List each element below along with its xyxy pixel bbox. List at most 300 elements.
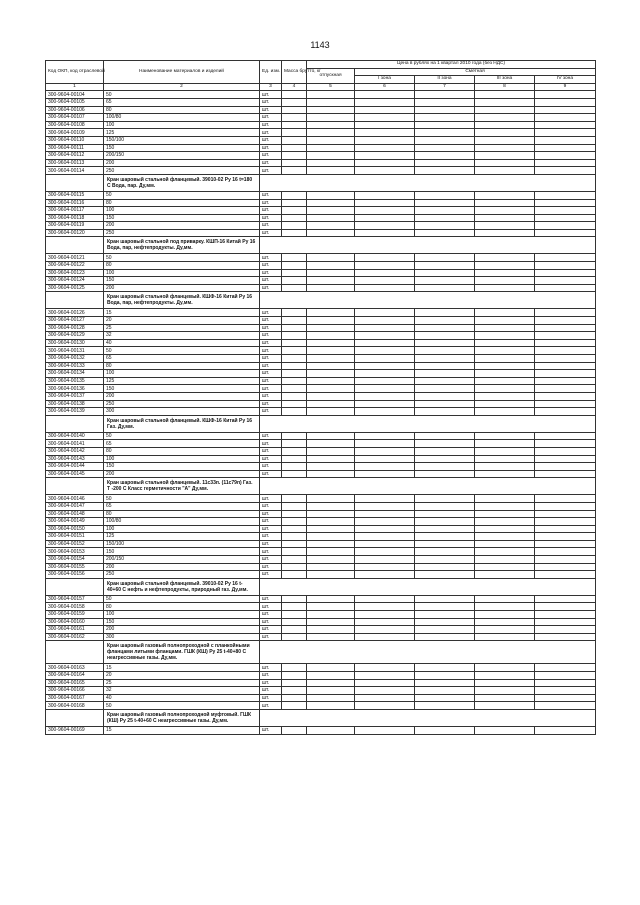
cell-price xyxy=(535,309,596,317)
cell-code: 300-9604-00111 xyxy=(46,144,104,152)
cell-price xyxy=(475,214,535,222)
cell-price xyxy=(535,167,596,175)
cell-price xyxy=(307,400,355,408)
cell-price xyxy=(535,324,596,332)
cell-price xyxy=(355,408,415,416)
cell-mass xyxy=(282,470,307,478)
group-spacer xyxy=(46,174,104,191)
table-row xyxy=(46,152,596,160)
table-row xyxy=(46,317,596,325)
cell-code: 300-9604-00125 xyxy=(46,284,104,292)
cell-code: 300-9604-00161 xyxy=(46,626,104,634)
cell-unit: шт. xyxy=(260,284,282,292)
cell-price xyxy=(535,121,596,129)
cell-code: 300-9604-00121 xyxy=(46,254,104,262)
cell-price xyxy=(355,702,415,710)
cell-name: 100/80 xyxy=(104,518,260,526)
cell-price xyxy=(355,332,415,340)
cell-price xyxy=(355,370,415,378)
cell-price xyxy=(535,284,596,292)
cell-price xyxy=(475,679,535,687)
group-spacer xyxy=(260,709,596,726)
cell-price xyxy=(535,726,596,734)
col-number: 4 xyxy=(282,83,307,91)
cell-code: 300-9604-00135 xyxy=(46,377,104,385)
cell-price xyxy=(535,595,596,603)
cell-name: 200 xyxy=(104,626,260,634)
cell-price xyxy=(535,339,596,347)
cell-name: 250 xyxy=(104,167,260,175)
cell-name: 50 xyxy=(104,347,260,355)
table-row xyxy=(46,207,596,215)
cell-mass xyxy=(282,106,307,114)
cell-mass xyxy=(282,400,307,408)
cell-mass xyxy=(282,199,307,207)
cell-price xyxy=(415,317,475,325)
cell-price xyxy=(535,603,596,611)
cell-price xyxy=(415,633,475,641)
cell-price xyxy=(475,611,535,619)
cell-price xyxy=(535,618,596,626)
cell-price xyxy=(535,332,596,340)
cell-price xyxy=(475,91,535,99)
cell-unit: шт. xyxy=(260,595,282,603)
group-spacer xyxy=(260,292,596,309)
cell-name: 20 xyxy=(104,317,260,325)
cell-price xyxy=(475,317,535,325)
cell-mass xyxy=(282,91,307,99)
cell-price xyxy=(415,370,475,378)
cell-name: 100 xyxy=(104,370,260,378)
cell-price xyxy=(415,167,475,175)
table-row xyxy=(46,98,596,106)
cell-mass xyxy=(282,362,307,370)
price-table xyxy=(45,60,596,735)
cell-unit: шт. xyxy=(260,470,282,478)
table-row xyxy=(46,611,596,619)
cell-unit: шт. xyxy=(260,611,282,619)
cell-price xyxy=(307,207,355,215)
cell-unit: шт. xyxy=(260,525,282,533)
cell-price xyxy=(307,222,355,230)
cell-price xyxy=(355,571,415,579)
cell-mass xyxy=(282,440,307,448)
cell-price xyxy=(415,392,475,400)
cell-price xyxy=(475,672,535,680)
cell-name: 150 xyxy=(104,277,260,285)
cell-price xyxy=(415,455,475,463)
cell-code: 300-9604-00157 xyxy=(46,595,104,603)
cell-unit: шт. xyxy=(260,159,282,167)
table-row xyxy=(46,470,596,478)
cell-unit: шт. xyxy=(260,672,282,680)
table-row xyxy=(46,687,596,695)
cell-mass xyxy=(282,571,307,579)
group-title: Кран шаровый газовый полнопроходной муфтовый. ГШК (КШ) Ру 25 t-40+60 С неагрессивные газы. Ду,мм. xyxy=(104,709,260,726)
cell-price xyxy=(355,269,415,277)
cell-price xyxy=(307,347,355,355)
cell-name: 200 xyxy=(104,392,260,400)
cell-unit: шт. xyxy=(260,664,282,672)
cell-name: 250 xyxy=(104,400,260,408)
table-row xyxy=(46,339,596,347)
cell-unit: шт. xyxy=(260,440,282,448)
cell-price xyxy=(355,455,415,463)
cell-price xyxy=(307,618,355,626)
cell-price xyxy=(535,470,596,478)
cell-mass xyxy=(282,159,307,167)
group-header-row xyxy=(46,709,596,726)
cell-mass xyxy=(282,339,307,347)
cell-price xyxy=(355,106,415,114)
cell-mass xyxy=(282,207,307,215)
cell-price xyxy=(535,400,596,408)
table-row xyxy=(46,556,596,564)
cell-code: 300-9604-00148 xyxy=(46,510,104,518)
table-row xyxy=(46,370,596,378)
cell-price xyxy=(475,510,535,518)
cell-mass xyxy=(282,687,307,695)
cell-mass xyxy=(282,121,307,129)
table-row xyxy=(46,309,596,317)
cell-price xyxy=(475,355,535,363)
cell-price xyxy=(355,229,415,237)
cell-mass xyxy=(282,626,307,634)
group-spacer xyxy=(260,415,596,432)
cell-name: 200/150 xyxy=(104,556,260,564)
table-row xyxy=(46,229,596,237)
cell-price xyxy=(535,317,596,325)
cell-unit: шт. xyxy=(260,571,282,579)
cell-price xyxy=(307,548,355,556)
table-row xyxy=(46,540,596,548)
cell-mass xyxy=(282,324,307,332)
table-row xyxy=(46,571,596,579)
cell-unit: шт. xyxy=(260,136,282,144)
cell-price xyxy=(307,167,355,175)
group-header-row xyxy=(46,641,596,664)
group-spacer xyxy=(46,578,104,595)
table-row xyxy=(46,284,596,292)
cell-code: 300-9604-00109 xyxy=(46,129,104,137)
cell-price xyxy=(355,510,415,518)
cell-mass xyxy=(282,377,307,385)
cell-name: 65 xyxy=(104,98,260,106)
cell-code: 300-9604-00166 xyxy=(46,687,104,695)
cell-price xyxy=(475,392,535,400)
cell-mass xyxy=(282,618,307,626)
cell-mass xyxy=(282,269,307,277)
cell-price xyxy=(307,533,355,541)
cell-price xyxy=(535,540,596,548)
cell-code: 300-9604-00143 xyxy=(46,455,104,463)
cell-unit: шт. xyxy=(260,199,282,207)
cell-name: 100 xyxy=(104,121,260,129)
cell-code: 300-9604-00113 xyxy=(46,159,104,167)
cell-price xyxy=(535,518,596,526)
table-row xyxy=(46,672,596,680)
cell-code: 300-9604-00160 xyxy=(46,618,104,626)
cell-price xyxy=(475,447,535,455)
cell-price xyxy=(475,191,535,199)
cell-price xyxy=(355,432,415,440)
cell-price xyxy=(307,159,355,167)
cell-price xyxy=(307,277,355,285)
cell-mass xyxy=(282,129,307,137)
cell-price xyxy=(415,694,475,702)
table-row xyxy=(46,332,596,340)
cell-code: 300-9604-00141 xyxy=(46,440,104,448)
cell-unit: шт. xyxy=(260,370,282,378)
cell-code: 300-9604-00152 xyxy=(46,540,104,548)
cell-mass xyxy=(282,385,307,393)
header-zone-4: IV зона xyxy=(535,76,596,84)
cell-price xyxy=(355,136,415,144)
cell-mass xyxy=(282,98,307,106)
cell-price xyxy=(535,355,596,363)
cell-unit: шт. xyxy=(260,309,282,317)
cell-name: 100 xyxy=(104,207,260,215)
table-row xyxy=(46,167,596,175)
cell-price xyxy=(307,633,355,641)
cell-price xyxy=(415,114,475,122)
cell-price xyxy=(535,495,596,503)
cell-price xyxy=(355,191,415,199)
cell-code: 300-9604-00167 xyxy=(46,694,104,702)
cell-code: 300-9604-00163 xyxy=(46,664,104,672)
cell-price xyxy=(415,324,475,332)
cell-price xyxy=(415,254,475,262)
header-unit: Ед. изм. xyxy=(260,61,282,84)
cell-price xyxy=(307,317,355,325)
cell-mass xyxy=(282,694,307,702)
cell-price xyxy=(355,91,415,99)
cell-price xyxy=(535,563,596,571)
group-spacer xyxy=(260,478,596,495)
cell-price xyxy=(475,284,535,292)
group-spacer xyxy=(260,641,596,664)
cell-price xyxy=(307,309,355,317)
cell-price xyxy=(355,254,415,262)
cell-price xyxy=(415,191,475,199)
cell-price xyxy=(307,392,355,400)
cell-price xyxy=(475,694,535,702)
cell-code: 300-9604-00106 xyxy=(46,106,104,114)
cell-price xyxy=(415,284,475,292)
cell-code: 300-9604-00137 xyxy=(46,392,104,400)
cell-price xyxy=(475,332,535,340)
cell-price xyxy=(355,207,415,215)
cell-price xyxy=(415,548,475,556)
cell-code: 300-9604-00116 xyxy=(46,199,104,207)
cell-price xyxy=(355,98,415,106)
group-title: Кран шаровый стальной фланцевый. КШФ-16 Китай Ру 16 Вода, пар, нефтепродукты. Ду,мм. xyxy=(104,292,260,309)
cell-price xyxy=(355,672,415,680)
group-spacer xyxy=(46,709,104,726)
cell-name: 15 xyxy=(104,664,260,672)
table-row xyxy=(46,702,596,710)
cell-price xyxy=(535,687,596,695)
table-row xyxy=(46,455,596,463)
cell-price xyxy=(355,377,415,385)
cell-price xyxy=(475,262,535,270)
cell-price xyxy=(307,525,355,533)
cell-price xyxy=(307,191,355,199)
cell-unit: шт. xyxy=(260,144,282,152)
cell-mass xyxy=(282,556,307,564)
group-title: Кран шаровый газовый полнопроходной с планкойными фланцами литыми фланцами. ГШК (КШ) Ру 25 t-40+80 С неагрессивные газы. Ду,мм. xyxy=(104,641,260,664)
cell-code: 300-9604-00115 xyxy=(46,191,104,199)
cell-unit: шт. xyxy=(260,726,282,734)
cell-price xyxy=(415,495,475,503)
cell-price xyxy=(475,222,535,230)
cell-name: 80 xyxy=(104,262,260,270)
cell-price xyxy=(535,694,596,702)
cell-price xyxy=(307,518,355,526)
cell-price xyxy=(307,370,355,378)
cell-unit: шт. xyxy=(260,222,282,230)
cell-price xyxy=(535,447,596,455)
cell-price xyxy=(355,362,415,370)
cell-price xyxy=(307,114,355,122)
cell-price xyxy=(415,339,475,347)
cell-price xyxy=(355,284,415,292)
cell-price xyxy=(535,679,596,687)
cell-name: 100/80 xyxy=(104,114,260,122)
table-row xyxy=(46,277,596,285)
cell-mass xyxy=(282,533,307,541)
cell-price xyxy=(475,269,535,277)
cell-price xyxy=(355,694,415,702)
cell-mass xyxy=(282,603,307,611)
cell-price xyxy=(535,377,596,385)
cell-price xyxy=(415,98,475,106)
cell-price xyxy=(355,317,415,325)
cell-price xyxy=(475,254,535,262)
cell-name: 80 xyxy=(104,510,260,518)
table-row xyxy=(46,159,596,167)
cell-mass xyxy=(282,144,307,152)
cell-price xyxy=(415,91,475,99)
cell-code: 300-9604-00138 xyxy=(46,400,104,408)
cell-name: 32 xyxy=(104,687,260,695)
cell-mass xyxy=(282,510,307,518)
cell-unit: шт. xyxy=(260,385,282,393)
cell-price xyxy=(355,114,415,122)
cell-code: 300-9604-00134 xyxy=(46,370,104,378)
cell-mass xyxy=(282,191,307,199)
cell-price xyxy=(415,432,475,440)
cell-price xyxy=(415,618,475,626)
cell-mass xyxy=(282,548,307,556)
cell-code: 300-9604-00162 xyxy=(46,633,104,641)
cell-code: 300-9604-00112 xyxy=(46,152,104,160)
cell-mass xyxy=(282,277,307,285)
cell-unit: шт. xyxy=(260,167,282,175)
cell-mass xyxy=(282,447,307,455)
cell-price xyxy=(355,129,415,137)
table-row xyxy=(46,502,596,510)
cell-price xyxy=(355,679,415,687)
table-row xyxy=(46,533,596,541)
cell-price xyxy=(535,136,596,144)
cell-price xyxy=(355,309,415,317)
cell-price xyxy=(355,548,415,556)
cell-price xyxy=(535,129,596,137)
cell-name: 150 xyxy=(104,618,260,626)
table-row xyxy=(46,362,596,370)
cell-price xyxy=(535,144,596,152)
cell-price xyxy=(475,664,535,672)
table-row xyxy=(46,136,596,144)
cell-price xyxy=(355,339,415,347)
cell-price xyxy=(307,385,355,393)
cell-unit: шт. xyxy=(260,687,282,695)
cell-price xyxy=(475,440,535,448)
cell-price xyxy=(355,595,415,603)
cell-code: 300-9604-00133 xyxy=(46,362,104,370)
cell-name: 150/100 xyxy=(104,540,260,548)
cell-mass xyxy=(282,114,307,122)
cell-price xyxy=(307,339,355,347)
cell-price xyxy=(355,525,415,533)
cell-price xyxy=(355,199,415,207)
group-header-row xyxy=(46,174,596,191)
group-title: Кран шаровый стальной фланцевый. КШФ-16 Китай Ру 16 Газ. Ду,мм. xyxy=(104,415,260,432)
col-number: 1 xyxy=(46,83,104,91)
cell-price xyxy=(307,408,355,416)
table-row xyxy=(46,595,596,603)
cell-unit: шт. xyxy=(260,540,282,548)
cell-code: 300-9604-00165 xyxy=(46,679,104,687)
cell-price xyxy=(355,470,415,478)
cell-price xyxy=(475,362,535,370)
cell-name: 125 xyxy=(104,533,260,541)
cell-code: 300-9604-00104 xyxy=(46,91,104,99)
cell-price xyxy=(535,254,596,262)
cell-price xyxy=(355,152,415,160)
cell-price xyxy=(355,463,415,471)
cell-name: 150/100 xyxy=(104,136,260,144)
cell-price xyxy=(415,595,475,603)
cell-name: 65 xyxy=(104,355,260,363)
cell-code: 300-9604-00110 xyxy=(46,136,104,144)
cell-name: 50 xyxy=(104,91,260,99)
cell-unit: шт. xyxy=(260,355,282,363)
table-row xyxy=(46,525,596,533)
cell-unit: шт. xyxy=(260,400,282,408)
cell-price xyxy=(475,121,535,129)
cell-price xyxy=(307,229,355,237)
cell-unit: шт. xyxy=(260,362,282,370)
cell-price xyxy=(415,664,475,672)
cell-code: 300-9604-00114 xyxy=(46,167,104,175)
cell-unit: шт. xyxy=(260,432,282,440)
table-row xyxy=(46,440,596,448)
table-row xyxy=(46,563,596,571)
cell-price xyxy=(415,362,475,370)
cell-code: 300-9604-00164 xyxy=(46,672,104,680)
cell-name: 150 xyxy=(104,144,260,152)
cell-price xyxy=(475,470,535,478)
cell-price xyxy=(535,510,596,518)
cell-mass xyxy=(282,455,307,463)
cell-price xyxy=(355,540,415,548)
cell-code: 300-9604-00139 xyxy=(46,408,104,416)
cell-price xyxy=(415,540,475,548)
cell-unit: шт. xyxy=(260,191,282,199)
cell-code: 300-9604-00118 xyxy=(46,214,104,222)
